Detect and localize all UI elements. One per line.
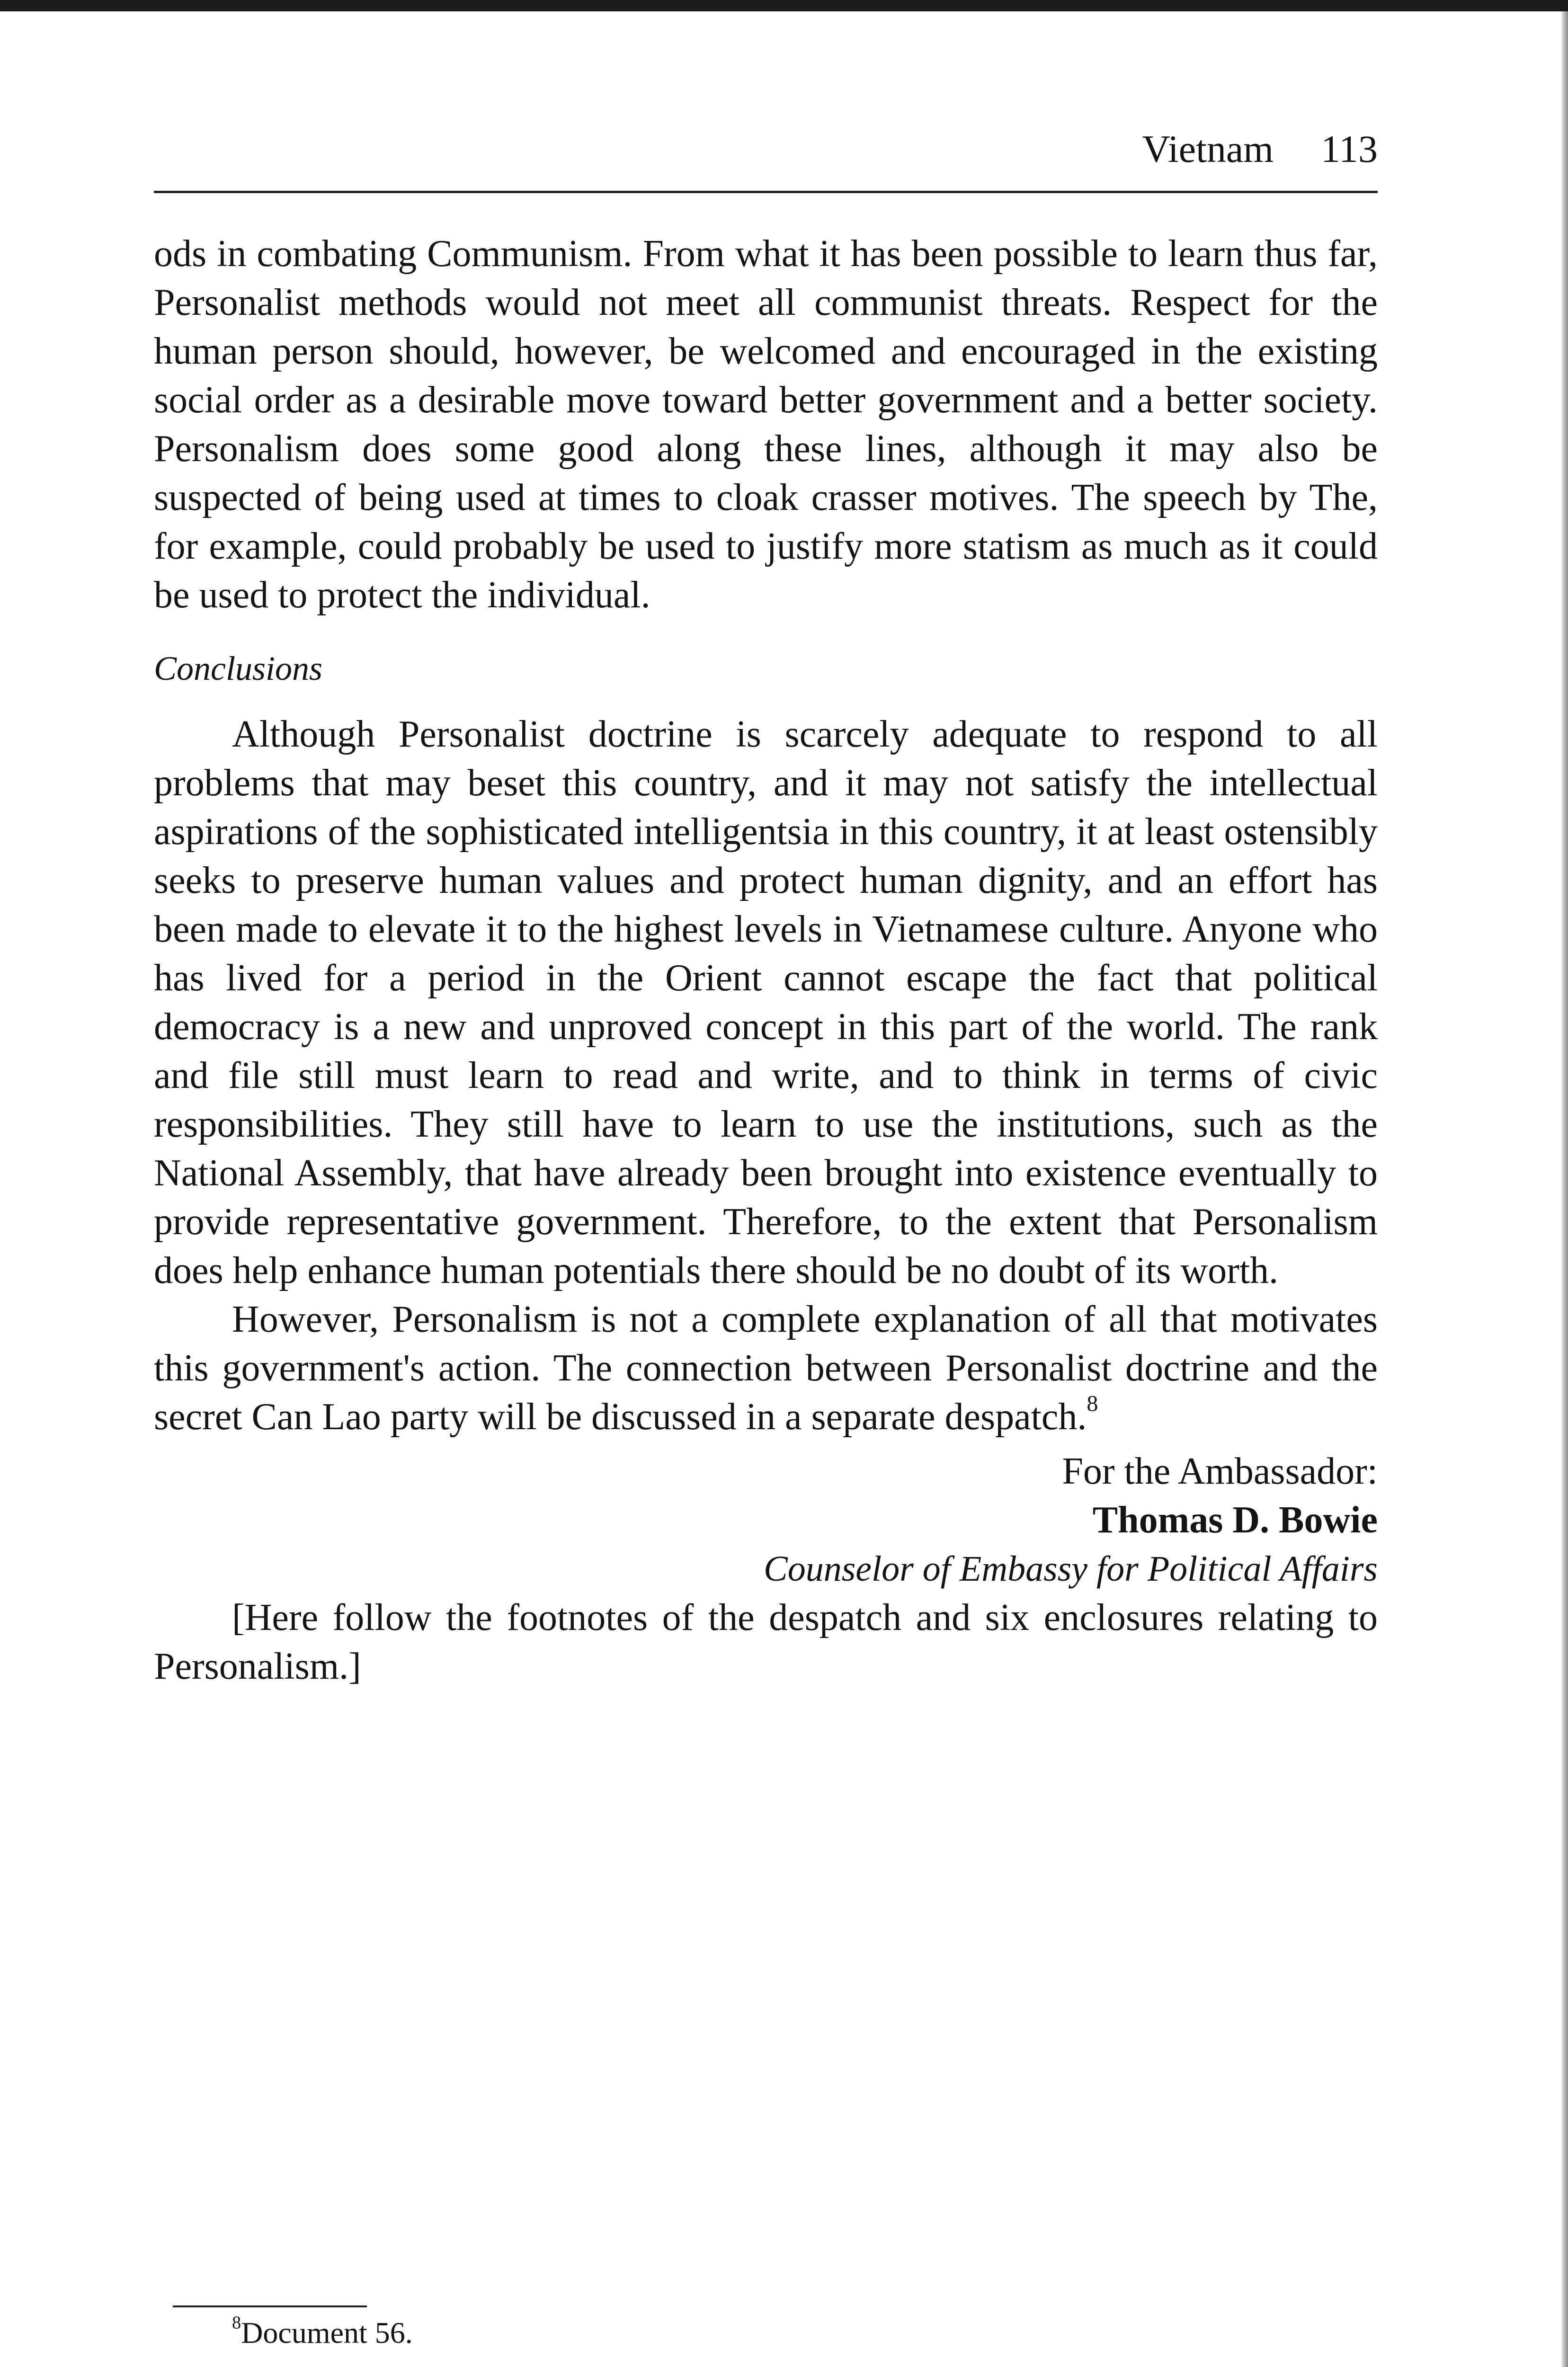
paragraph-conclusions-2	[154, 1295, 1378, 1442]
editor-note: [Here follow the footnotes of the despatch and six enclosures relating to Personalism.]	[154, 1597, 1378, 1687]
footnote-rule	[173, 2305, 367, 2307]
footnote-number: 8	[232, 2313, 241, 2333]
paragraph-continued: ods in combating Communism. From what it has been possible to learn thus far, Personalist methods would not meet all communist threats. Respect for the human person should, however, be welcomed and encouraged in the existing social order as a desirable move toward better government and a better society. Personalism does some good along these lines, although it may also be suspected of being used at times to cloak crasser motives. The speech by The, for example, could probably be used to justify more statism as much as it could be used to protect the individual.	[154, 233, 1378, 616]
signature-name: Thomas D. Bowie	[1092, 1499, 1378, 1541]
signature-block	[154, 1447, 1378, 1593]
page-number: 113	[1321, 127, 1378, 170]
signature-title: Counselor of Embassy for Political Affairs	[764, 1549, 1378, 1589]
footnote-text: Document 56.	[241, 2316, 413, 2349]
footnote-reference: 8	[1087, 1391, 1098, 1416]
section-title-conclusions: Conclusions	[154, 650, 323, 687]
paragraph-conclusions-2-text: However, Personalism is not a complete explanation of all that motivates this government's action. The connection between Personalist doctrine and the secret Can Lao party will be discussed in a separate despatch.	[154, 1299, 1378, 1438]
running-head-title: Vietnam	[1142, 127, 1274, 170]
footnote	[232, 2310, 413, 2356]
running-head	[154, 125, 1378, 173]
body-text	[154, 230, 1378, 1691]
header-rule	[154, 191, 1378, 193]
signature-for-line: For the Ambassador:	[1062, 1450, 1378, 1492]
scan-right-edge	[1561, 11, 1568, 2367]
paragraph-conclusions-1: Although Personalist doctrine is scarcely adequate to respond to all problems that may beset this country, and it may not satisfy the intellectual aspirations of the sophisticated intelligentsia in this country, it at least ostensibly seeks to preserve human values and protect human dignity, and an effort has been made to elevate it to the highest levels in Vietnamese culture. Anyone who has lived for a period in the Orient cannot escape the fact that political democracy is a new and unproved concept in this part of the world. The rank and file still must learn to read and write, and to think in terms of civic responsibilities. They still have to learn to use the institutions, such as the National Assembly, that have already been brought into existence eventually to provide representative government. Therefore, to the extent that Personalism does help enhance human potentials there should be no doubt of its worth.	[154, 713, 1378, 1291]
book-page	[154, 0, 1378, 2367]
